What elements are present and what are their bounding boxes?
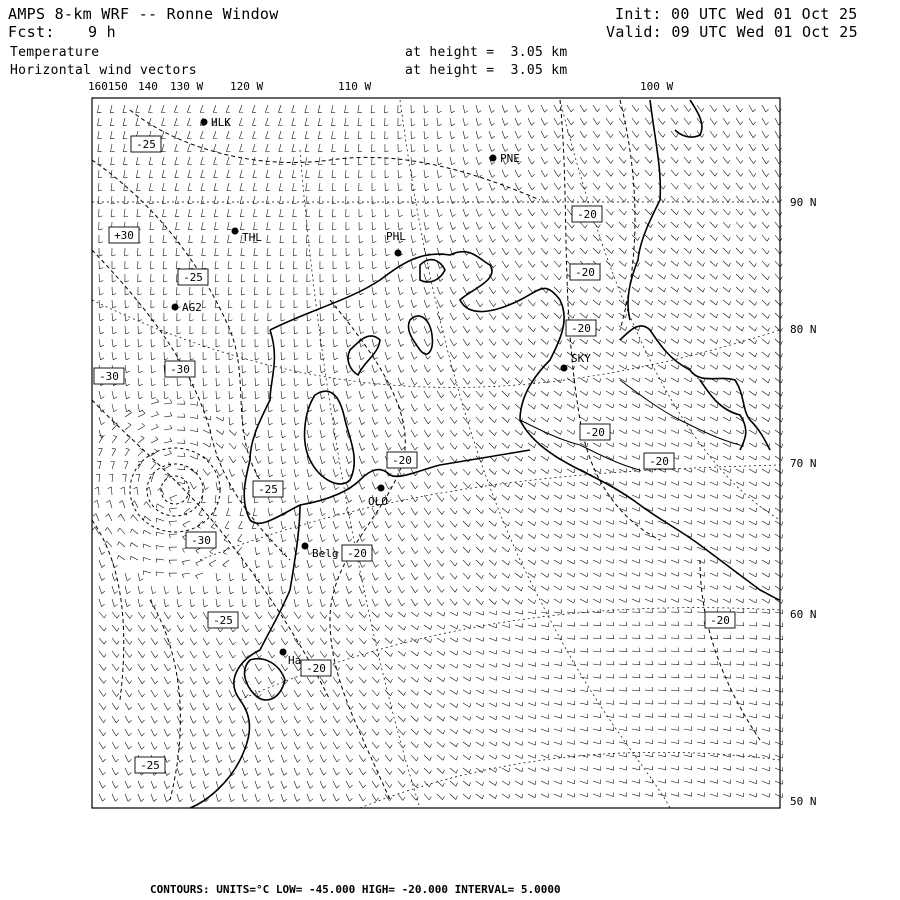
lat-label: 90 N: [790, 196, 817, 209]
field-name-wind: Horizontal wind vectors: [10, 63, 197, 78]
station-label: OLO: [368, 495, 388, 508]
contour-label: -30: [191, 534, 211, 547]
contour-label: -30: [170, 363, 190, 376]
contour-label: -20: [585, 426, 605, 439]
station-label: HLK: [211, 116, 231, 129]
station-marker: [302, 543, 309, 550]
station-label: PHL: [386, 230, 406, 243]
wind-barbs: [92, 105, 783, 802]
station-marker: [172, 304, 179, 311]
contour-label: -20: [347, 547, 367, 560]
contour-label: -20: [649, 455, 669, 468]
lon-label: 110 W: [338, 80, 372, 93]
graticule: [92, 100, 780, 808]
wind-vectors: [92, 105, 783, 802]
height-temperature: at height = 3.05 km: [405, 45, 568, 60]
latitude-labels: [790, 196, 817, 808]
lon-label: 140: [138, 80, 158, 93]
lon-label: 120 W: [230, 80, 264, 93]
station-marker: [201, 119, 208, 126]
station-marker: [561, 365, 568, 372]
station-label: SKY: [571, 352, 591, 365]
temperature-contour-closed: [130, 448, 220, 532]
contour-label: -30: [99, 370, 119, 383]
station-marker: [395, 250, 402, 257]
lon-label: 100 W: [640, 80, 674, 93]
contour-label: -20: [577, 208, 597, 221]
lon-label: 130 W: [170, 80, 204, 93]
contour-label: -20: [575, 266, 595, 279]
lat-label: 60 N: [790, 608, 817, 621]
contour-label: -20: [571, 322, 591, 335]
contour-info-footer: CONTOURS: UNITS=°C LOW= -45.000 HIGH= -20.000 INTERVAL= 5.0000: [150, 883, 561, 896]
station-label: Ha: [288, 654, 302, 667]
station-label: AG2: [182, 301, 202, 314]
lon-label: 160150: [88, 80, 128, 93]
height-wind: at height = 3.05 km: [405, 63, 568, 78]
station-marker: [232, 228, 239, 235]
contour-label: -25: [213, 614, 233, 627]
valid-time: Valid: 09 UTC Wed 01 Oct 25: [606, 23, 858, 41]
field-name-temperature: Temperature: [10, 45, 100, 60]
station-label: THL: [242, 231, 262, 244]
map-frame: [92, 98, 780, 808]
longitude-labels: [88, 80, 673, 93]
lat-label: 70 N: [790, 457, 817, 470]
map-title: AMPS 8-km WRF -- Ronne Window: [8, 5, 279, 23]
forecast-hour: 9 h: [88, 23, 116, 41]
contour-label: -25: [183, 271, 203, 284]
lat-label: 50 N: [790, 795, 817, 808]
contour-label: -20: [306, 662, 326, 675]
ice-shelf-front: [520, 380, 740, 470]
contour-label: -25: [258, 483, 278, 496]
station-marker: [378, 485, 385, 492]
contour-label: -20: [392, 454, 412, 467]
contour-label: +30: [114, 229, 134, 242]
station-marker: [280, 649, 287, 656]
contour-label: -25: [136, 138, 156, 151]
contour-label: -25: [140, 759, 160, 772]
station-label: Belg: [312, 547, 339, 560]
forecast-label: Fcst:: [8, 23, 55, 41]
lat-label: 80 N: [790, 323, 817, 336]
station-label: PNE: [500, 152, 520, 165]
station-marker: [490, 155, 497, 162]
init-time: Init: 00 UTC Wed 01 Oct 25: [615, 5, 858, 23]
contour-label: -20: [710, 614, 730, 627]
